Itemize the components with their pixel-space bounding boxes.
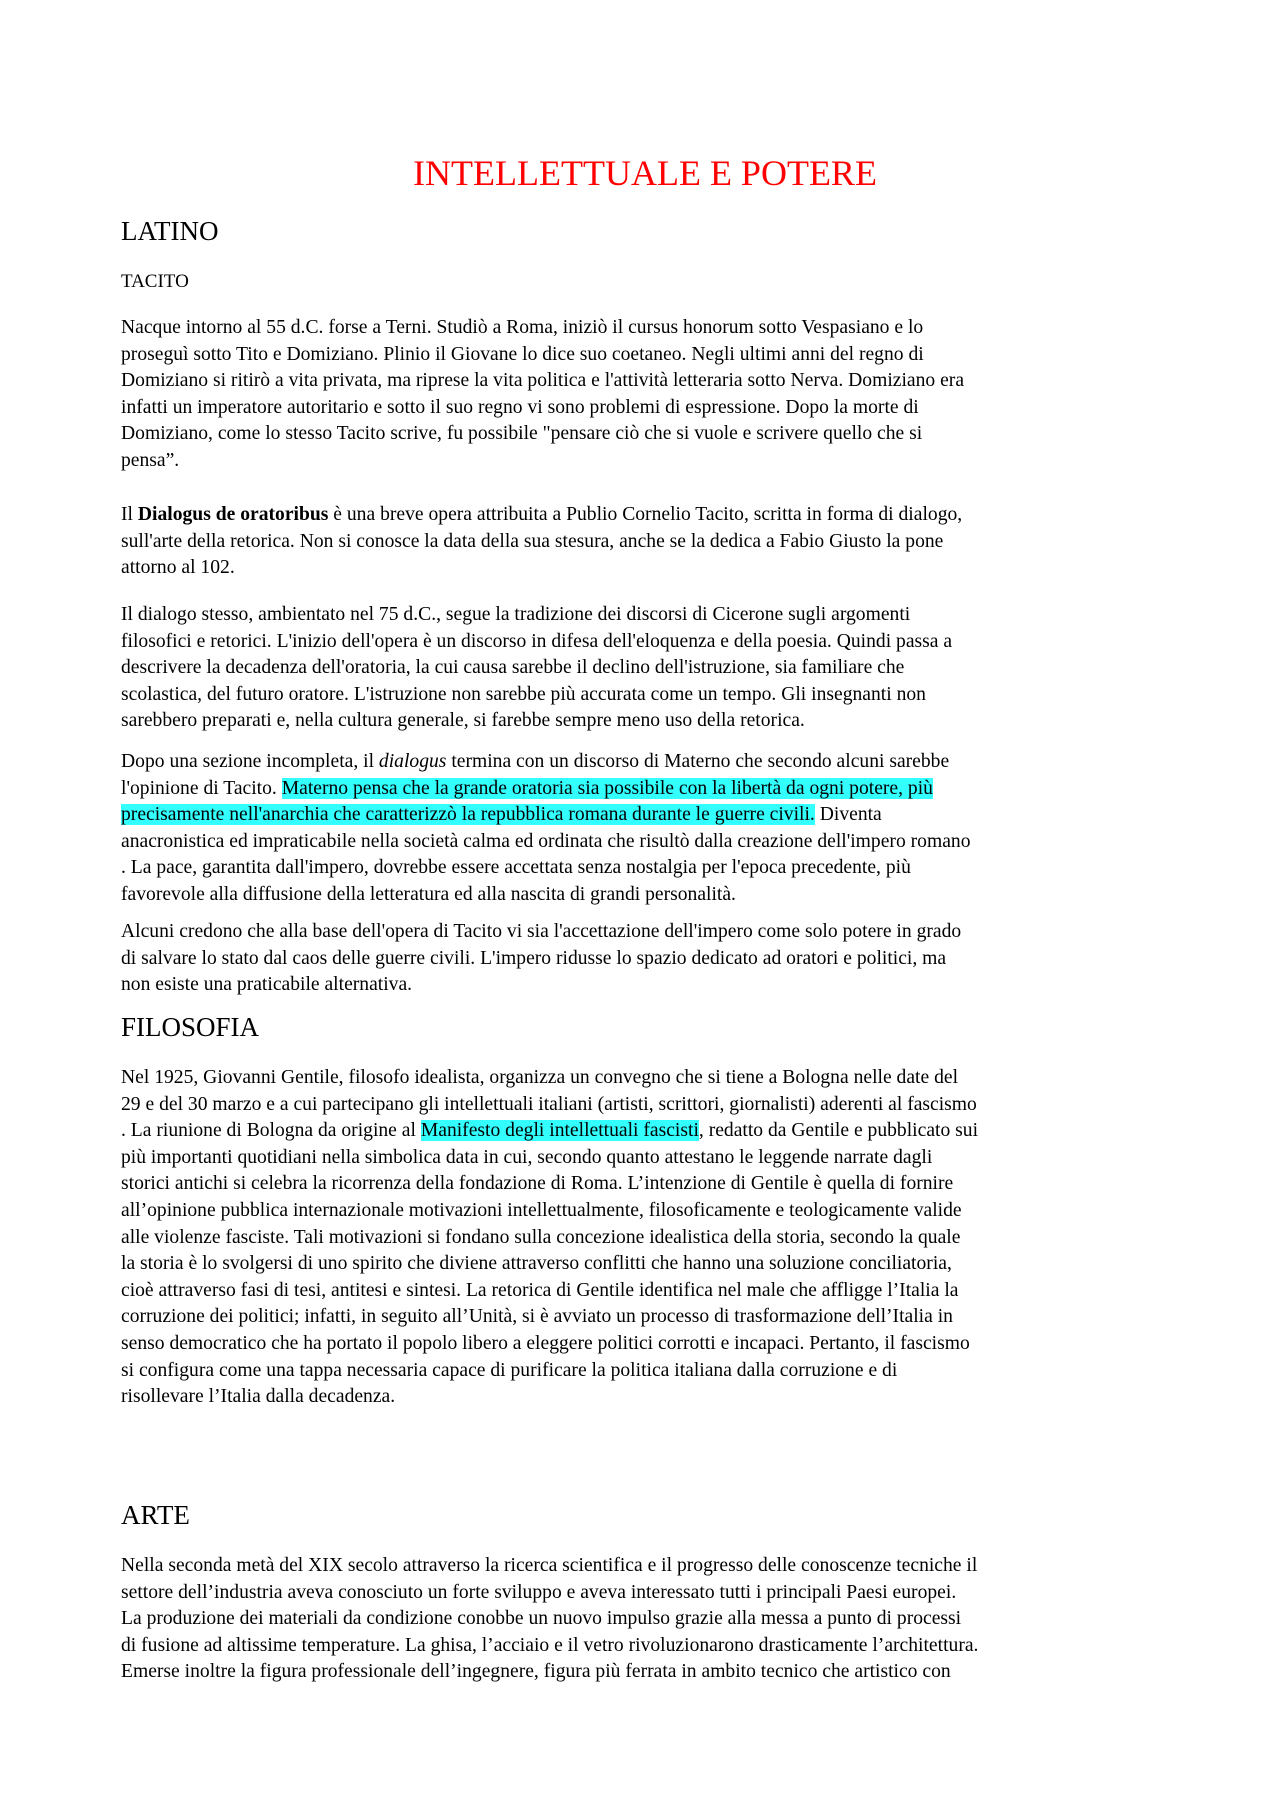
text-line: non esiste una praticabile alternativa. — [121, 974, 413, 996]
highlighted-text: Manifesto degli intellettuali fascisti — [420, 1120, 699, 1142]
text-line: di salvare lo stato dal caos delle guerre civili. L'impero ridusse lo spazio dedicato ad oratori e politici, ma — [121, 947, 947, 969]
text-line — [121, 1118, 1169, 1145]
text-line: la storia è lo svolgersi di uno spirito che diviene attraverso conflitti che hanno una soluzione conciliatoria, — [121, 1253, 952, 1275]
subheading-tacito: TACITO — [121, 271, 189, 292]
text-line: risollevare l’Italia dalla decadenza. — [121, 1386, 396, 1408]
text-line: Alcuni credono che alla base dell'opera di Tacito vi sia l'accettazione dell'impero come solo potere in grado — [121, 921, 962, 942]
text-line: senso democratico che ha portato il popolo libero a eleggere politici corrotti e incapaci. Pertanto, il fascismo — [121, 1332, 970, 1354]
text-run: , redatto da Gentile e pubblicato sui — [698, 1120, 979, 1142]
paragraph-materno — [121, 749, 1169, 909]
text-line: attorno al 102. — [121, 557, 235, 579]
text-line: La produzione dei materiali da condizione conobbe un nuovo impulso grazie alla messa a punto di processi — [121, 1608, 962, 1630]
text-line: filosofici e retorici. L'inizio dell'opera è un discorso in difesa dell'eloquenza e della poesia. Quindi passa a — [121, 630, 953, 652]
text-run: è una breve opera attribuita a Publio Cornelio Tacito, scritta in forma di dialogo, — [328, 504, 963, 525]
text-line: di fusione ad altissime temperature. La ghisa, l’acciaio e il vetro rivoluzionarono drasticamente l’architettura. — [121, 1634, 979, 1656]
text-line: favorevole alla diffusione della letteratura ed alla nascita di grandi personalità. — [121, 883, 736, 905]
paragraph-impero — [121, 919, 1169, 999]
text-line: Domiziano, come lo stesso Tacito scrive, fu possibile "pensare ciò che si vuole e scrivere quello che si — [121, 423, 923, 445]
text-line: storici antichi si celebra la ricorrenza della fondazione di Roma. L’intenzione di Gentile è quella di fornire — [121, 1173, 954, 1195]
text-line: si configura come una tappa necessaria capace di purificare la politica italiana dalla corruzione e di — [121, 1359, 898, 1381]
document-title: INTELLETTUALE E POTERE — [413, 153, 877, 193]
text-line — [121, 749, 1169, 776]
text-run: . La riunione di Bologna da origine al — [121, 1120, 421, 1142]
text-line: Emerse inoltre la figura professionale dell’ingegnere, figura più ferrata in ambito tecnico che artistico con — [121, 1661, 951, 1683]
text-line: Nacque intorno al 55 d.C. forse a Terni. Studiò a Roma, iniziò il cursus honorum sotto Vespasiano e lo — [121, 317, 924, 338]
text-line: sull'arte della retorica. Non si conosce la data della sua stesura, anche se la dedica a Fabio Giusto la pone — [121, 530, 944, 552]
paragraph-gentile — [121, 1065, 1169, 1411]
text-line: all’opinione pubblica internazionale motivazioni intellettualmente, filosoficamente e teologicamente valide — [121, 1199, 962, 1221]
text-run: termina con un discorso di Materno che secondo alcuni sarebbe — [446, 751, 950, 772]
bold-work-title: Dialogus de oratoribus — [137, 504, 329, 525]
section-heading-filosofia: FILOSOFIA — [121, 1012, 260, 1042]
text-line: Domiziano si ritirò a vita privata, ma riprese la vita politica e l'attività letteraria sotto Nerva. Domiziano era — [121, 370, 965, 392]
highlighted-text: Materno pensa che la grande oratoria sia possibile con la libertà da ogni potere, più — [281, 777, 933, 799]
paragraph-tacito-bio — [121, 315, 1169, 475]
section-heading-arte: ARTE — [121, 1500, 190, 1530]
text-line: Nel 1925, Giovanni Gentile, filosofo idealista, organizza un convegno che si tiene a Bologna nelle date del — [121, 1067, 959, 1088]
text-line: scolastica, del futuro oratore. L'istruzione non sarebbe più accurata come un tempo. Gli insegnanti non — [121, 683, 926, 705]
text-run: Diventa — [814, 804, 882, 826]
text-line: settore dell’industria aveva conosciuto un forte sviluppo e aveva interessato tutti i principali Paesi europei. — [121, 1581, 957, 1603]
text-line: descrivere la decadenza dell'oratoria, la cui causa sarebbe il declino dell'istruzione, sia familiare che — [121, 657, 905, 679]
text-run: Il — [121, 504, 138, 525]
text-line: Il dialogo stesso, ambientato nel 75 d.C., segue la tradizione dei discorsi di Cicerone sugli argomenti — [121, 604, 911, 625]
text-line: anacronistica ed impraticabile nella società calma ed ordinata che risultò dalla creazione dell'impero romano — [121, 830, 971, 852]
text-line — [121, 776, 1169, 803]
text-line: pensa”. — [121, 449, 180, 471]
section-heading-latino: LATINO — [121, 216, 219, 246]
text-line: infatti un imperatore autoritario e sotto il suo regno vi sono problemi di espressione. Dopo la morte di — [121, 396, 919, 418]
text-line — [121, 802, 1169, 829]
text-run: Dopo una sezione incompleta, il — [121, 751, 379, 772]
paragraph-dialogus — [121, 502, 1169, 582]
text-line: proseguì sotto Tito e Domiziano. Plinio il Giovane lo dice suo coetaneo. Negli ultimi anni del regno di — [121, 343, 924, 365]
text-line: sarebbero preparati e, nella cultura generale, si farebbe sempre meno uso della retorica. — [121, 710, 805, 732]
italic-term: dialogus — [378, 751, 447, 772]
text-line — [121, 502, 1169, 529]
text-line: corruzione dei politici; infatti, in seguito all’Unità, si è avviato un processo di trasformazione dell’Italia in — [121, 1306, 953, 1328]
text-line: più importanti quotidiani nella simbolica data in cui, secondo quanto attestano le leggende narrate dagli — [121, 1146, 933, 1168]
paragraph-arte — [121, 1553, 1169, 1686]
highlighted-text: precisamente nell'anarchia che caratterizzò la repubblica romana durante le guerre civili. — [121, 804, 815, 826]
text-run: l'opinione di Tacito. — [121, 777, 282, 799]
text-line: 29 e del 30 marzo e a cui partecipano gli intellettuali italiani (artisti, scrittori, giornalisti) aderenti al fascismo — [121, 1093, 977, 1115]
paragraph-dialogo-contenuto — [121, 602, 1169, 735]
text-line: cioè attraverso fasi di tesi, antitesi e sintesi. La retorica di Gentile identifica nel male che affligge l’Italia la — [121, 1279, 959, 1301]
text-line: . La pace, garantita dall'impero, dovrebbe essere accettata senza nostalgia per l'epoca precedente, più — [121, 857, 911, 879]
text-line: Nella seconda metà del XIX secolo attraverso la ricerca scientifica e il progresso delle conoscenze tecniche il — [121, 1555, 978, 1576]
text-line: alle violenze fasciste. Tali motivazioni si fondano sulla concezione idealistica della storia, secondo la quale — [121, 1226, 961, 1248]
